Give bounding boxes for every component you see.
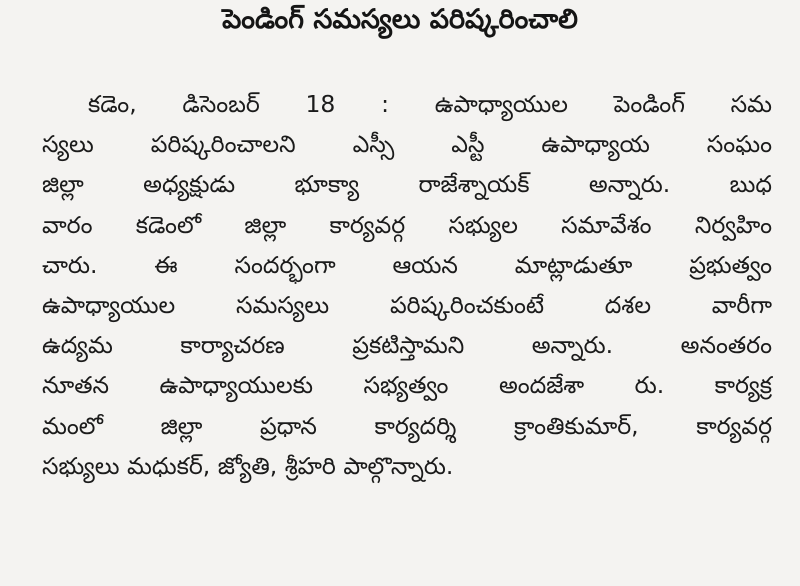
article-line: జిల్లా అధ్యక్షుడు భూక్యా రాజేశ్నాయక్ అన్నారు. బుధ	[42, 170, 772, 199]
article-line: ఉద్యమ కార్యాచరణ ప్రకటిస్తామని అన్నారు. అనంతరం	[42, 331, 772, 360]
article-line: స్యలు పరిష్కరించాలని ఎస్సీ ఎస్టీ ఉపాధ్యాయ సంఘం	[42, 130, 772, 159]
article-body	[42, 84, 772, 486]
article-line: చారు. ఈ సందర్భంగా ఆయన మాట్లాడుతూ ప్రభుత్వం	[42, 250, 772, 279]
article-line: సభ్యులు మధుకర్, జ్యోతి, శ్రీహరి పాల్గొన్నారు.	[42, 451, 454, 480]
article-line: ఉపాధ్యాయుల సమస్యలు పరిష్కరించకుంటే దశల వారీగా	[42, 290, 772, 319]
article-line: కడెం, డిసెంబర్ 18 : ఉపాధ్యాయుల పెండింగ్ సమ	[88, 90, 772, 118]
article-headline: పెండింగ్ సమస్యలు పరిష్కరించాలి	[222, 4, 578, 35]
article-line: వారం కడెంలో జిల్లా కార్యవర్గ సభ్యుల సమావేశం నిర్వహిం	[42, 210, 772, 239]
article-line: నూతన ఉపాధ్యాయులకు సభ్యత్వం అందజేశా రు. కార్యక్ర	[42, 371, 772, 400]
article-line: మంలో జిల్లా ప్రధాన కార్యదర్శి క్రాంతికుమార్, కార్యవర్గ	[42, 411, 772, 440]
